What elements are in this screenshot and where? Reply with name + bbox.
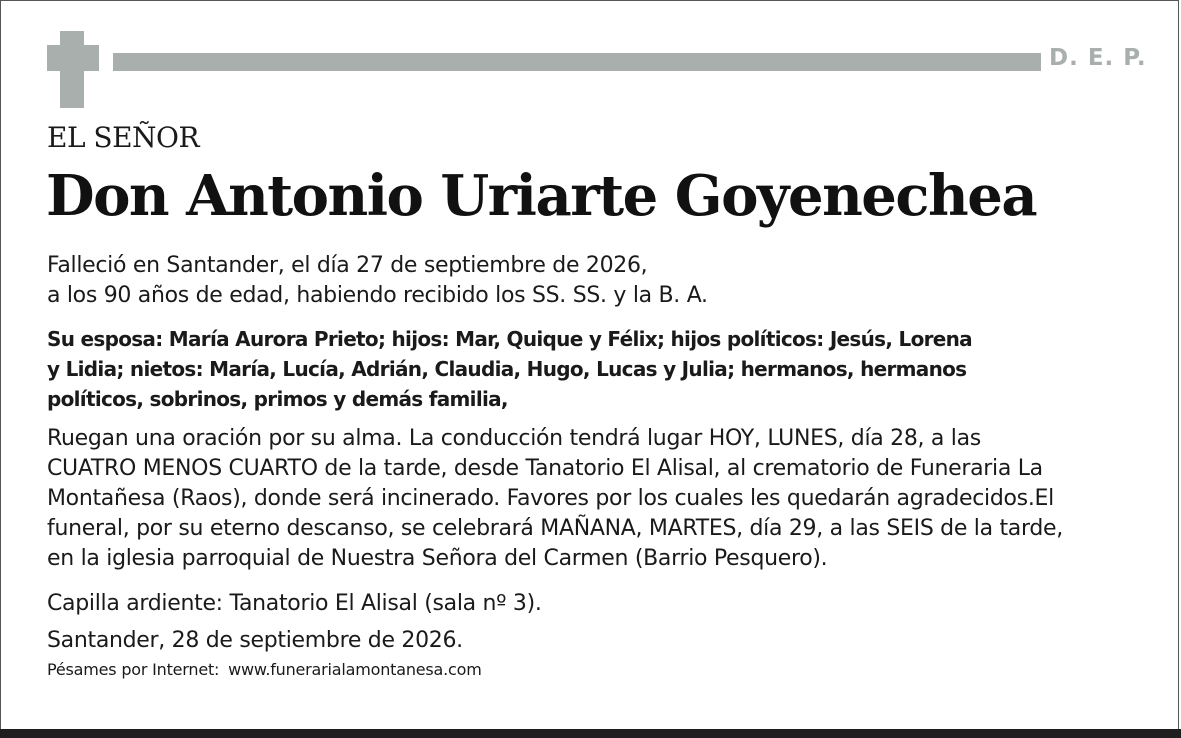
ceremony-details bbox=[47, 424, 1162, 574]
family-line: políticos, sobrinos, primos y demás familia, bbox=[47, 387, 508, 411]
ceremony-line: Ruegan una oración por su alma. La conducción tendrá lugar HOY, LUNES, día 28, a las bbox=[47, 426, 981, 451]
place-date-line: Santander, 28 de septiembre de 2026. bbox=[47, 628, 463, 653]
chapel-line: Capilla ardiente: Tanatorio El Alisal (sala nº 3). bbox=[47, 591, 542, 616]
condolences bbox=[47, 660, 482, 679]
honorific: EL SEÑOR bbox=[47, 121, 200, 154]
death-notice-line: a los 90 años de edad, habiendo recibido los SS. SS. y la B. A. bbox=[47, 283, 708, 308]
ceremony-line: Montañesa (Raos), donde será incinerado. Favores por los cuales les quedarán agradecidos.El bbox=[47, 486, 1054, 511]
bottom-bar bbox=[0, 729, 1181, 738]
ceremony-line: CUATRO MENOS CUARTO de la tarde, desde Tanatorio El Alisal, al crematorio de Funeraria La bbox=[47, 456, 1043, 481]
death-notice bbox=[47, 251, 1162, 311]
condolences-url[interactable]: www.funerarialamontanesa.com bbox=[228, 660, 482, 679]
family-line: y Lidia; nietos: María, Lucía, Adrián, Claudia, Hugo, Lucas y Julia; hermanos, hermanos bbox=[47, 357, 967, 381]
family-line: Su esposa: María Aurora Prieto; hijos: Mar, Quique y Félix; hijos políticos: Jesús, Lorena bbox=[47, 327, 972, 351]
ceremony-line: funeral, por su eterno descanso, se celebrará MAÑANA, MARTES, día 29, a las SEIS de la tarde, bbox=[47, 516, 1063, 541]
chapel-info bbox=[47, 589, 1162, 619]
cross-icon-bar bbox=[47, 45, 99, 71]
condolences-label: Pésames por Internet: bbox=[47, 660, 220, 679]
dep-label: D. E. P. bbox=[1049, 45, 1147, 71]
death-notice-line: Falleció en Santander, el día 27 de septiembre de 2026, bbox=[47, 253, 648, 278]
ceremony-line: en la iglesia parroquial de Nuestra Señora del Carmen (Barrio Pesquero). bbox=[47, 546, 828, 571]
family-list bbox=[47, 324, 1157, 414]
deceased-name: Don Antonio Uriarte Goyenechea bbox=[46, 163, 1037, 229]
place-date bbox=[47, 626, 1162, 656]
header-rule bbox=[113, 53, 1041, 71]
